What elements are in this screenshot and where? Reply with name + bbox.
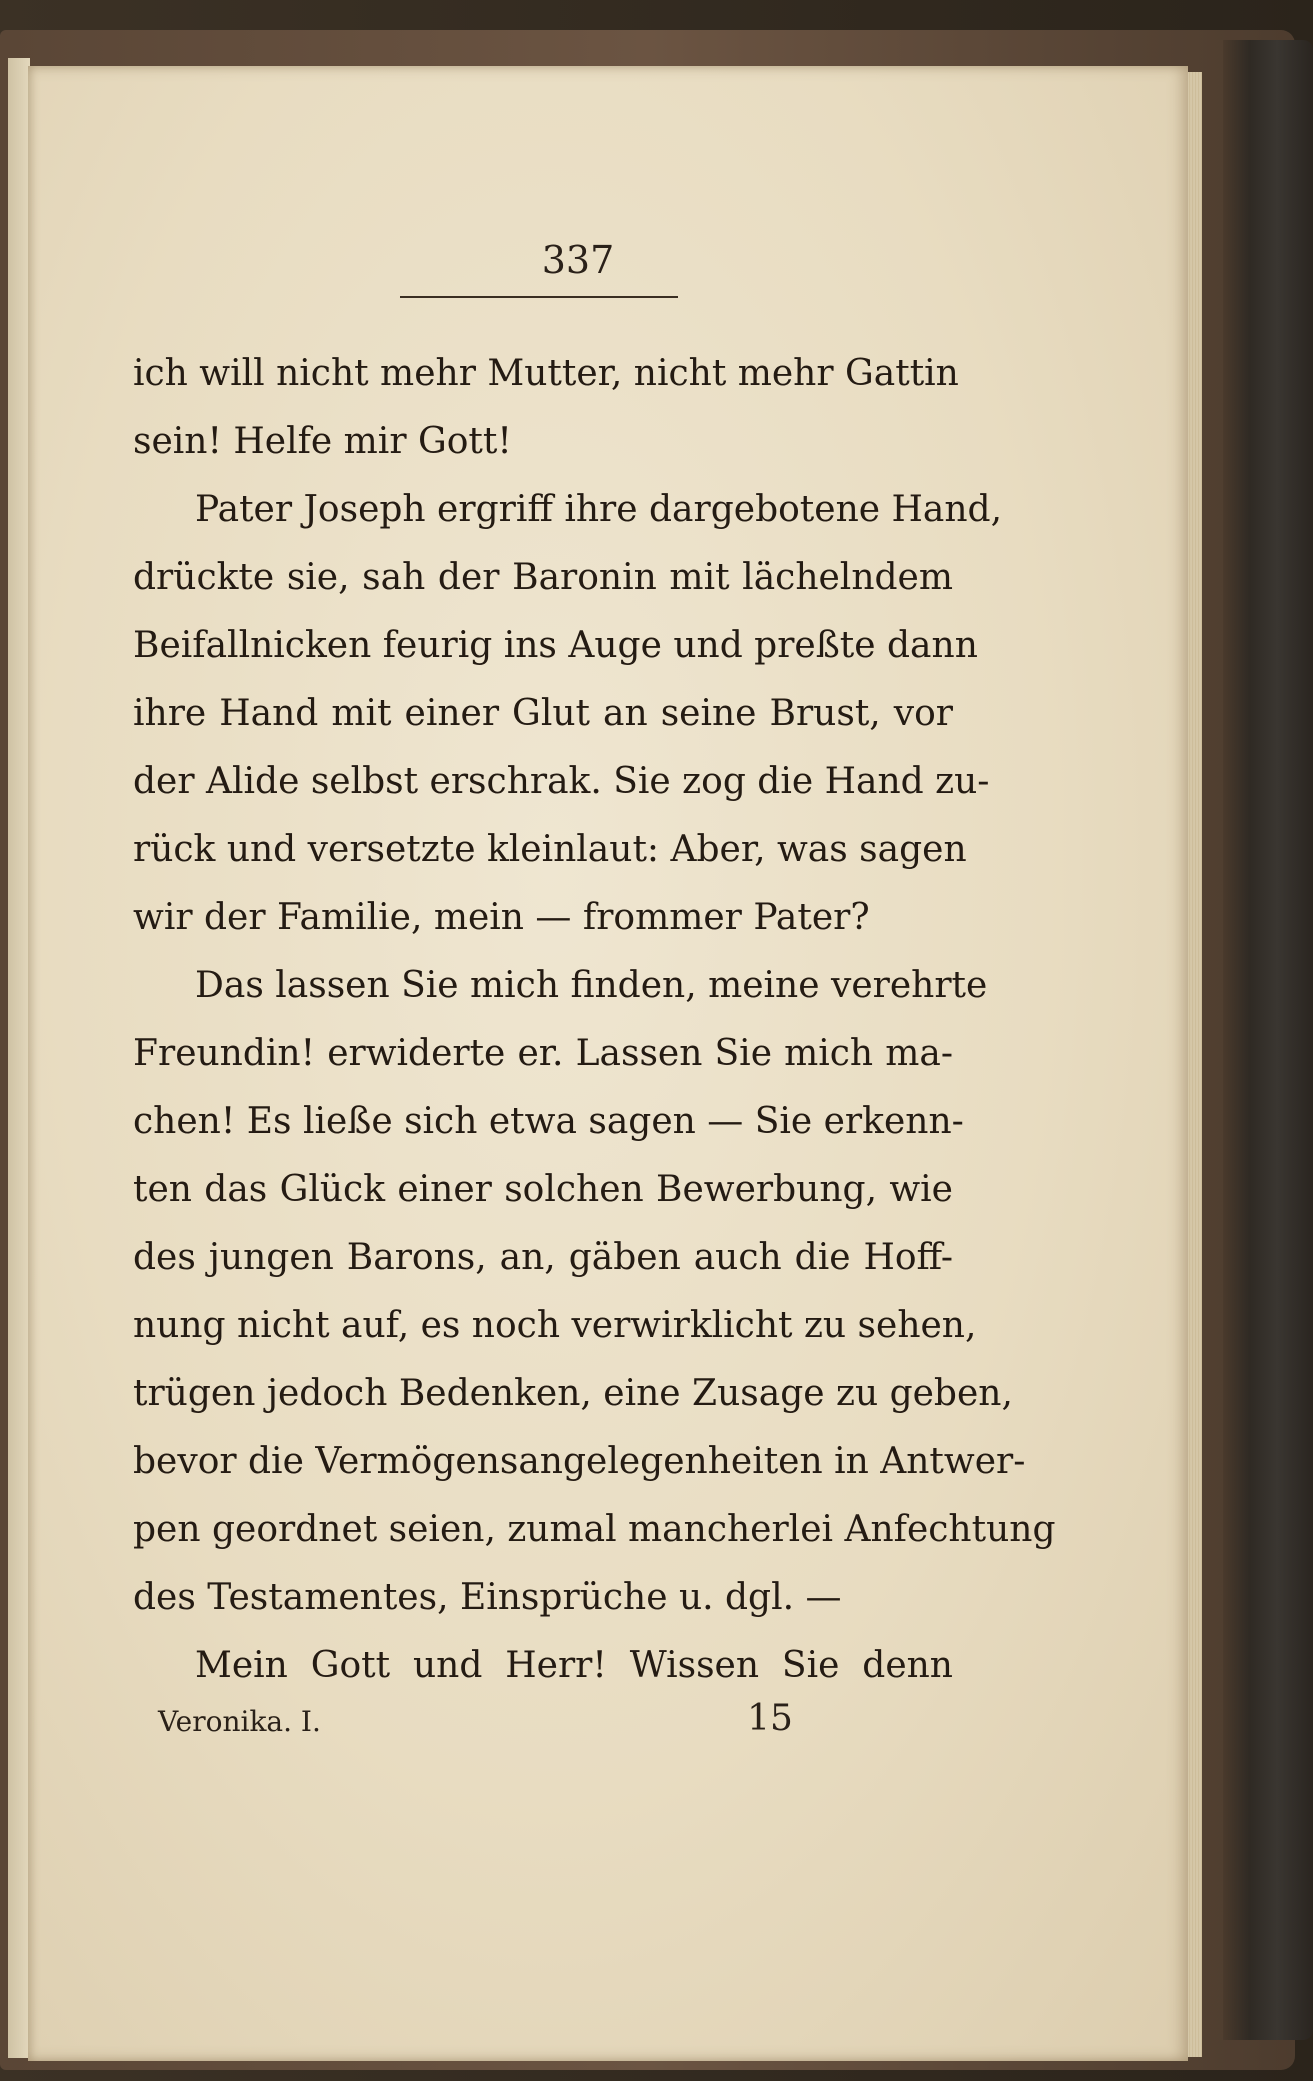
text-line: sein! Helfe mir Gott! bbox=[133, 421, 512, 462]
page-number: 337 bbox=[541, 238, 615, 282]
text-line: pen geordnet seien, zumal mancherlei Anfechtung bbox=[133, 1509, 1056, 1550]
text-line: ten das Glück einer solchen Bewerbung, wie bbox=[133, 1169, 953, 1210]
sheet-number: 15 bbox=[747, 1698, 793, 1739]
text-line: drückte sie, sah der Baronin mit lächelndem bbox=[133, 557, 953, 598]
text-line: rück und versetzte kleinlaut: Aber, was sagen bbox=[133, 829, 967, 870]
signature-mark: Veronika. I. bbox=[158, 1705, 321, 1738]
body-text bbox=[133, 340, 1056, 1700]
text-line: nung nicht auf, es noch verwirklicht zu sehen, bbox=[133, 1305, 977, 1346]
text-line: Pater Joseph ergriff ihre dargebotene Hand, bbox=[195, 489, 1003, 530]
text-line: der Alide selbst erschrak. Sie zog die Hand zu- bbox=[133, 761, 990, 802]
page-block-edges bbox=[1188, 72, 1202, 2057]
text-line: Freundin! erwiderte er. Lassen Sie mich ma- bbox=[133, 1033, 953, 1074]
text-line: ihre Hand mit einer Glut an seine Brust, vor bbox=[133, 693, 953, 734]
text-line: chen! Es ließe sich etwa sagen — Sie erkenn- bbox=[133, 1101, 964, 1142]
header-rule bbox=[400, 296, 678, 298]
facing-page-edge bbox=[8, 58, 30, 2058]
text-line: bevor die Vermögensangelegenheiten in Antwer- bbox=[133, 1441, 1026, 1482]
text-line: ich will nicht mehr Mutter, nicht mehr Gattin bbox=[133, 353, 959, 394]
text-line: Mein Gott und Herr! Wissen Sie denn bbox=[195, 1645, 953, 1686]
text-line: des jungen Barons, an, gäben auch die Hoff- bbox=[133, 1237, 953, 1278]
text-line: Beifallnicken feurig ins Auge und preßte dann bbox=[133, 625, 978, 666]
text-line: wir der Familie, mein — frommer Pater? bbox=[133, 897, 870, 938]
text-line: des Testamentes, Einsprüche u. dgl. — bbox=[133, 1577, 842, 1618]
text-line: trügen jedoch Bedenken, eine Zusage zu geben, bbox=[133, 1373, 1013, 1414]
text-line: Das lassen Sie mich finden, meine verehrte bbox=[195, 965, 988, 1006]
cover-board bbox=[1223, 40, 1313, 2040]
